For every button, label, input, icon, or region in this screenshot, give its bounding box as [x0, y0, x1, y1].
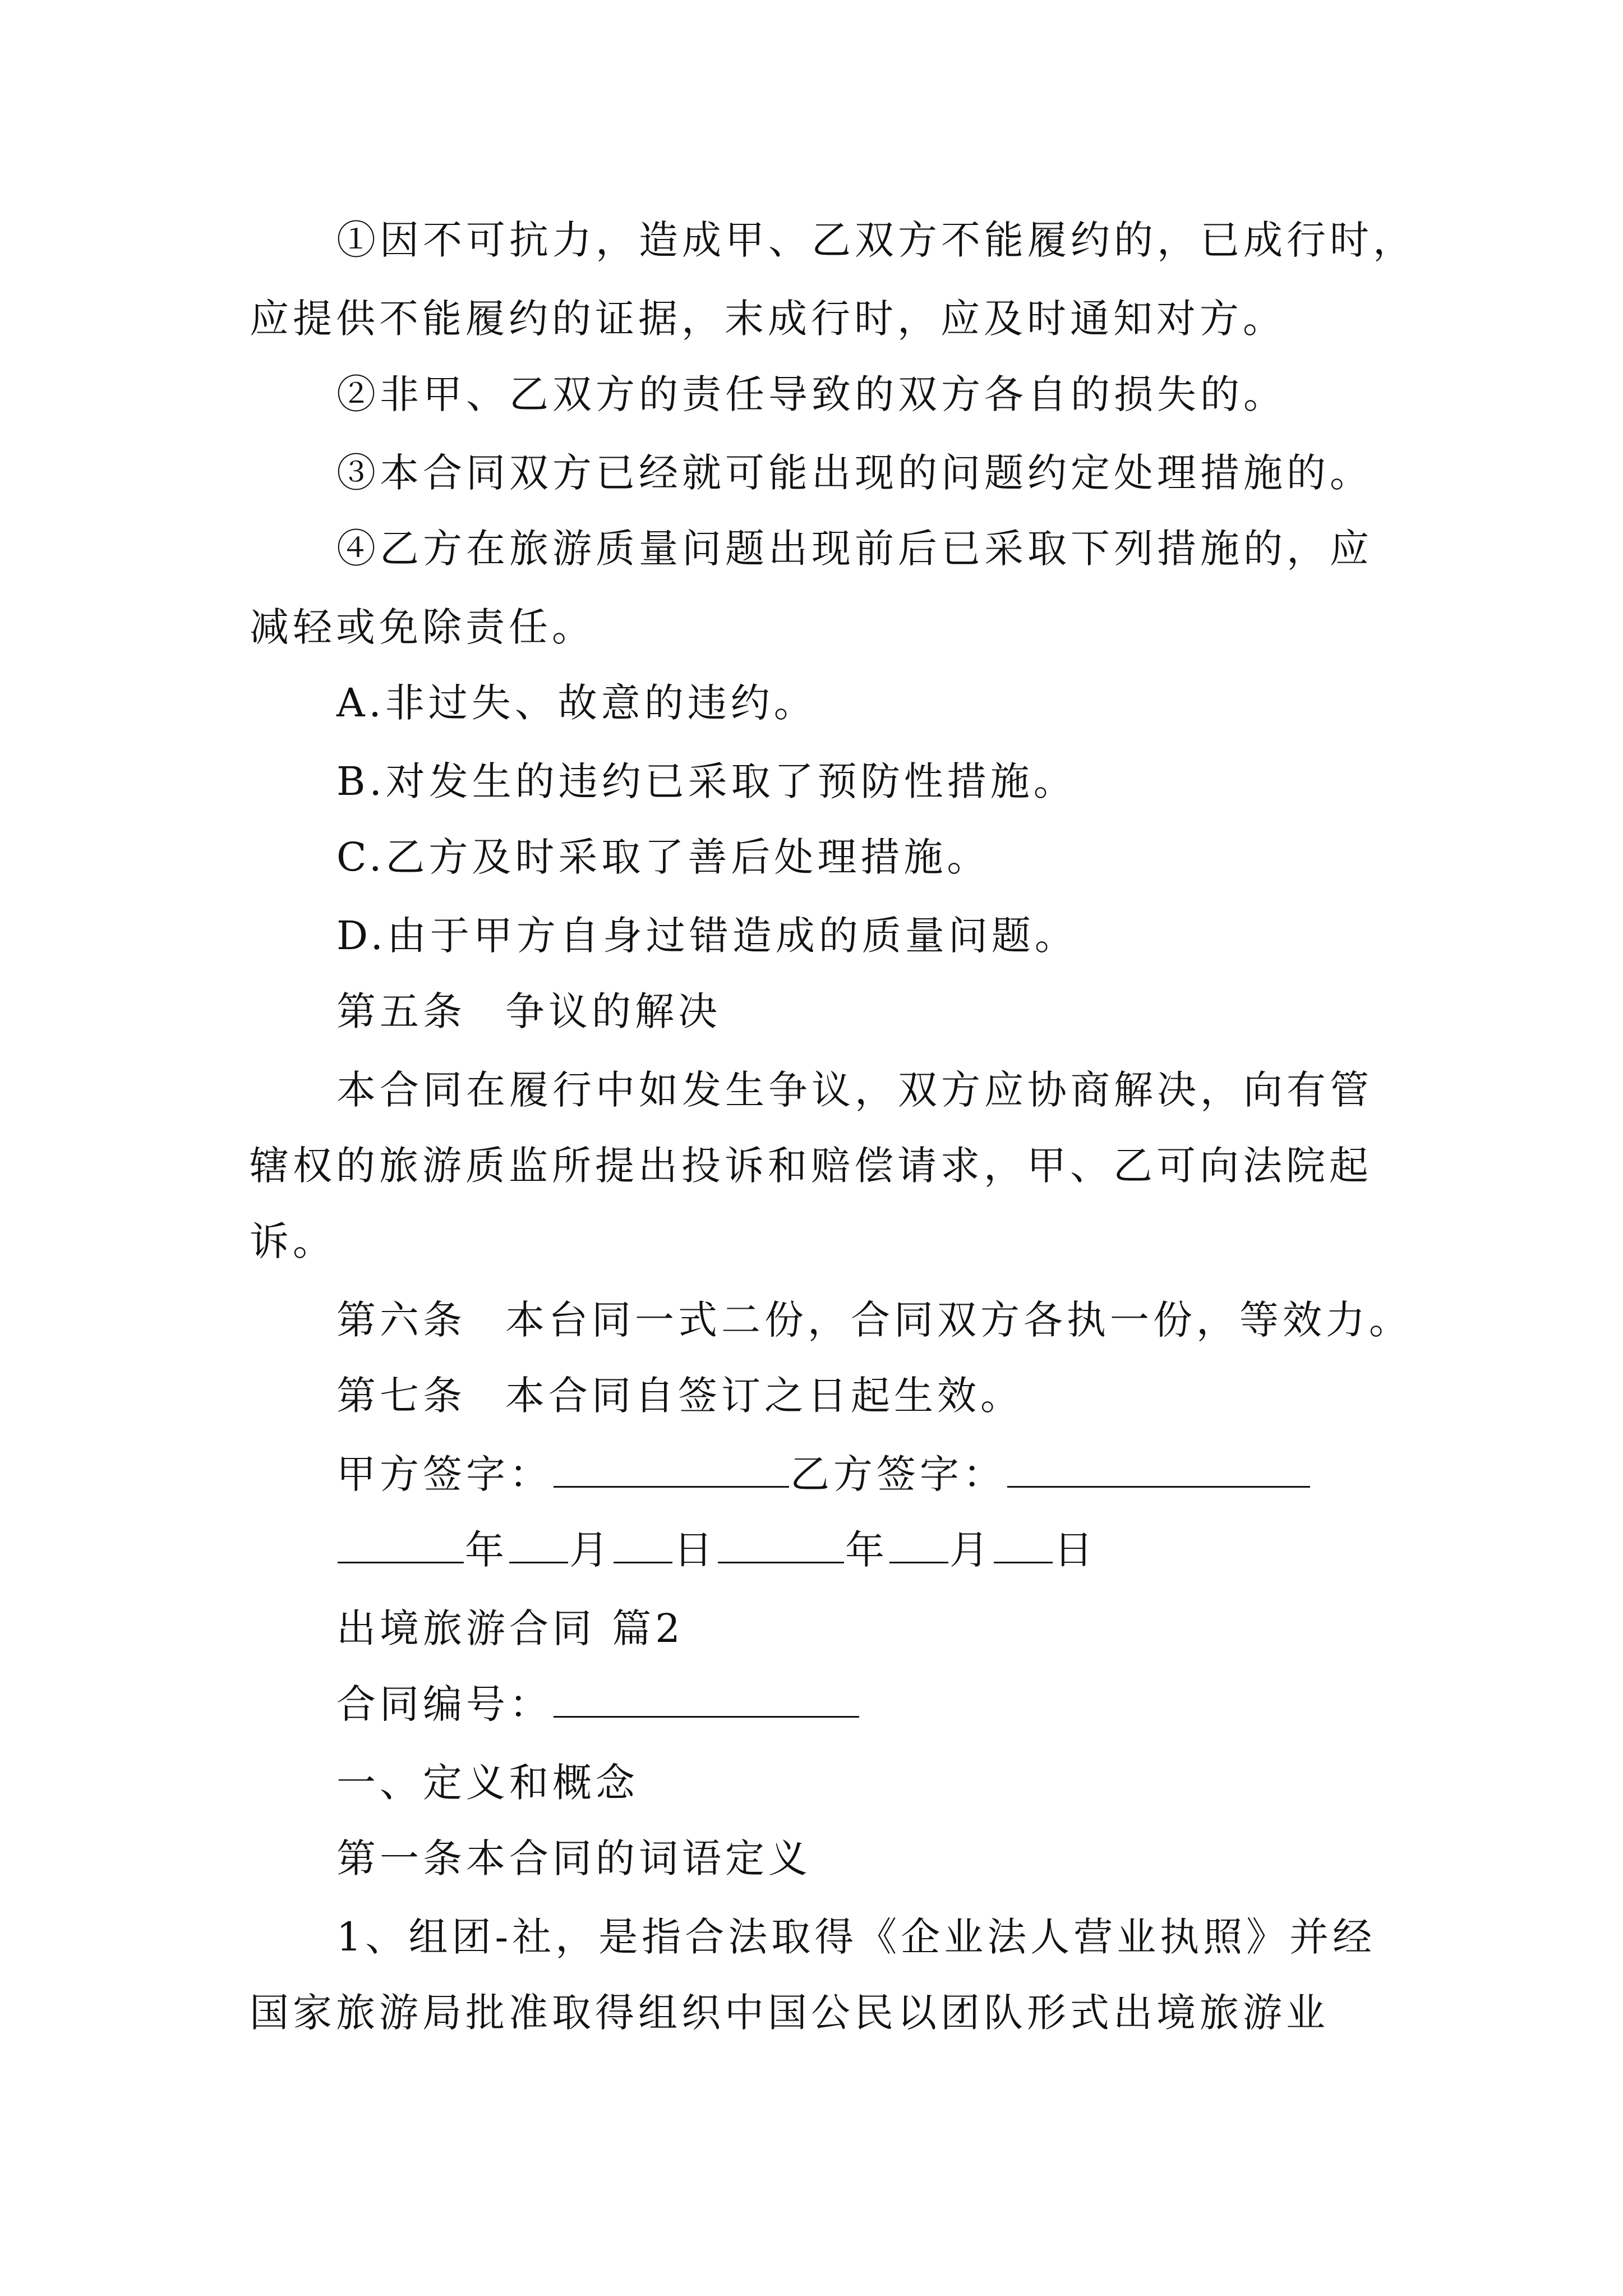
article-5-heading: [336, 984, 721, 1038]
month-blank-a: [509, 1526, 568, 1563]
contract-number-blank: [554, 1680, 859, 1718]
definition-line-2: 国家旅游局批准取得组织中国公民以团队形式出境旅游业: [250, 1990, 1329, 2036]
clause-2: ②非甲、乙双方的责任导致的双方各自的损失的。: [336, 371, 1287, 417]
item-c: C.乙方及时采取了善后处理措施。: [336, 834, 990, 880]
date-row: [336, 1523, 1097, 1577]
signature-row: [336, 1447, 1311, 1501]
contract-number-row: [336, 1677, 860, 1731]
clause-4-line-2: 减轻或免除责任。: [250, 604, 595, 650]
clause-1-line-1: ①因不可抗力，造成甲、乙双方不能履约的，已成行时，: [336, 217, 1416, 263]
item-b: B.对发生的违约已采取了预防性措施。: [336, 758, 1077, 804]
clause-4-line-1: ④乙方在旅游质量问题出现前后已采取下列措施的，应: [336, 526, 1373, 572]
party-b-signature-blank: [1007, 1450, 1310, 1488]
article-5-title: 争议的解决: [505, 988, 721, 1034]
month-label-b: 月: [949, 1527, 993, 1573]
clause-3: ③本合同双方已经就可能出现的问题约定处理措施的。: [336, 450, 1373, 496]
section-2-title: 出境旅游合同 篇2: [336, 1605, 684, 1651]
article-6-number: 第六条: [336, 1297, 466, 1343]
party-a-signature-label: 甲方签字：: [336, 1451, 552, 1497]
day-label-a: 日: [674, 1527, 717, 1573]
article-5-number: 第五条: [336, 988, 466, 1034]
article-7-number: 第七条: [336, 1373, 466, 1419]
month-label-a: 月: [569, 1527, 612, 1573]
article-5-body-line-3: 诉。: [250, 1218, 336, 1264]
day-label-b: 日: [1054, 1527, 1097, 1573]
year-blank-a: [338, 1526, 464, 1563]
party-b-signature-label: 乙方签字：: [790, 1451, 1006, 1497]
contract-number-label: 合同编号：: [336, 1681, 552, 1727]
article-1-heading: 第一条本合同的词语定义: [336, 1835, 811, 1881]
month-blank-b: [889, 1526, 948, 1563]
part-1-heading: 一、定义和概念: [336, 1760, 639, 1806]
definition-line-1: 1、组团-社，是指合法取得《企业法人营业执照》并经: [336, 1914, 1376, 1960]
article-6: [336, 1293, 1412, 1347]
year-label-b: 年: [845, 1527, 888, 1573]
article-5-body-line-2: 辖权的旅游质监所提出投诉和赔偿请求，甲、乙可向法院起: [250, 1143, 1372, 1189]
day-blank-b: [994, 1526, 1053, 1563]
article-7: [336, 1369, 1023, 1423]
day-blank-a: [614, 1526, 672, 1563]
article-5-body-line-1: 本合同在履行中如发生争议，双方应协商解决，向有管: [336, 1067, 1373, 1113]
year-label-a: 年: [465, 1527, 508, 1573]
article-7-text: 本合同自签订之日起生效。: [505, 1373, 1023, 1419]
year-blank-b: [718, 1526, 844, 1563]
party-a-signature-blank: [554, 1450, 789, 1488]
item-a: A.非过失、故意的违约。: [336, 680, 817, 726]
item-d: D.由于甲方自身过错造成的质量问题。: [336, 913, 1078, 959]
article-6-text: 本台同一式二份，合同双方各执一份，等效力。: [505, 1297, 1412, 1343]
clause-1-line-2: 应提供不能履约的证据，末成行时，应及时通知对方。: [250, 296, 1286, 342]
